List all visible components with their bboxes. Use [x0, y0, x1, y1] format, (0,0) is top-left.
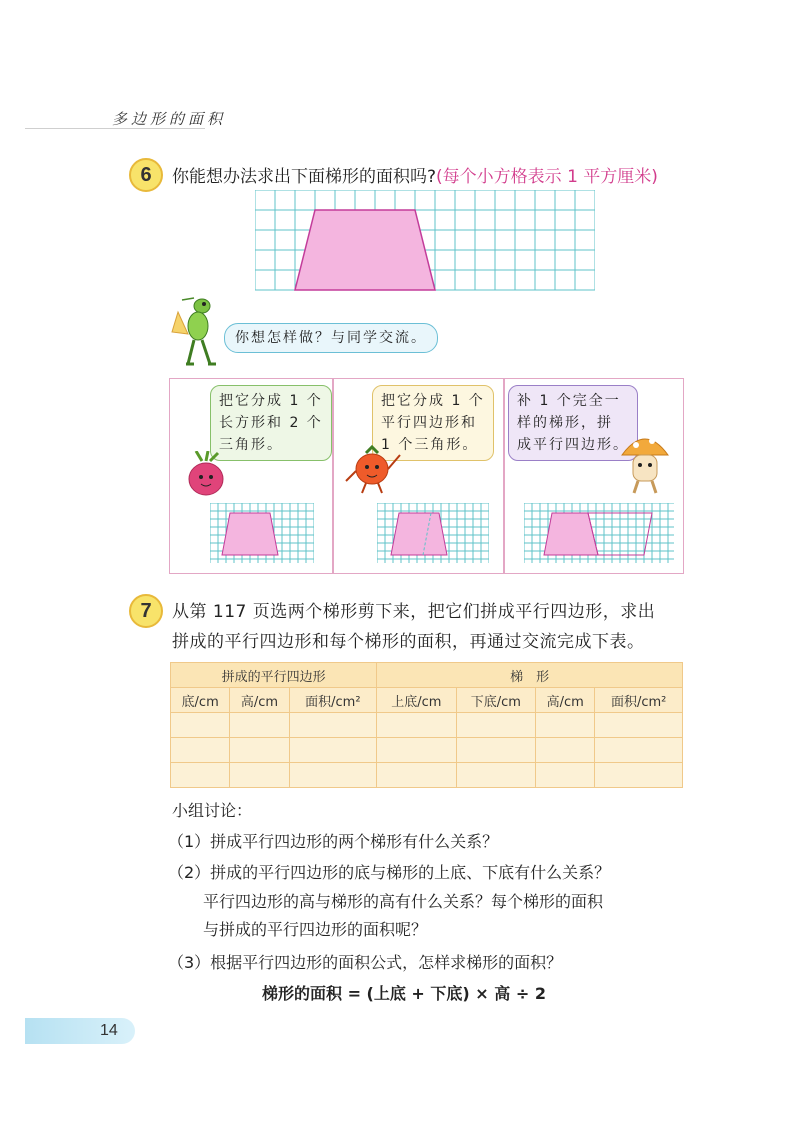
- panel-3-line-3: 成平行四边形。: [517, 437, 629, 453]
- table-cell[interactable]: [230, 738, 289, 763]
- panel-1-line-1: 把它分成 1 个: [219, 393, 323, 409]
- panel-1-grid: [210, 503, 314, 563]
- panel-2-line-1: 把它分成 1 个: [381, 393, 485, 409]
- results-table: [170, 662, 683, 788]
- question-6-text: [172, 162, 658, 187]
- discussion-title: 小组讨论：: [172, 801, 253, 820]
- table-cell[interactable]: [595, 763, 683, 788]
- table-group-header-row: [171, 663, 683, 688]
- discussion-item-2: （2）拼成的平行四边形的底与梯形的上底、下底有什么关系？: [168, 863, 611, 882]
- character-speech-bubble: [224, 323, 438, 353]
- panel-2-line-3: 1 个三角形。: [381, 437, 479, 453]
- question-7-badge: [129, 594, 163, 628]
- table-cell[interactable]: [377, 738, 456, 763]
- discussion-item-2-continued-2: 与拼成的平行四边形的面积呢？: [203, 920, 428, 939]
- speech-bubble-text: 你想怎样做？与同学交流。: [235, 330, 427, 346]
- panel-1-line-2: 长方形和 2 个: [219, 415, 323, 431]
- column-header: 下底/cm: [456, 688, 535, 713]
- table-cell[interactable]: [456, 763, 535, 788]
- radish-character-icon: [184, 451, 228, 497]
- column-header: 高/cm: [230, 688, 289, 713]
- mushroom-character-icon: [618, 429, 672, 495]
- panel-3-line-2: 样的梯形，拼: [517, 415, 613, 431]
- discussion-item-3: （3）根据平行四边形的面积公式，怎样求梯形的面积？: [168, 953, 563, 972]
- panel-2-grid: [377, 503, 489, 563]
- table-cell[interactable]: [171, 763, 230, 788]
- panel-2-line-2: 平行四边形和: [381, 415, 477, 431]
- table-row: [171, 763, 683, 788]
- table-cell[interactable]: [536, 763, 595, 788]
- table-column-header-row: [171, 688, 683, 713]
- panel-1-bubble: [210, 385, 332, 461]
- chapter-title: 多边形的面积: [112, 110, 227, 128]
- panel-divider: [332, 379, 334, 573]
- table-row: [171, 738, 683, 763]
- question-7-number: 7: [140, 599, 152, 622]
- question-6-prompt: 你能想办法求出下面梯形的面积吗?: [172, 167, 437, 187]
- trapezoid-area-formula: 梯形的面积 = (上底 + 下底) × 高 ÷ 2: [262, 984, 546, 1003]
- table-cell[interactable]: [230, 713, 289, 738]
- table-cell[interactable]: [289, 763, 377, 788]
- question-7-line-1: 从第 117 页选两个梯形剪下来，把它们拼成平行四边形，求出: [172, 602, 656, 622]
- tomato-character-icon: [342, 445, 404, 495]
- table-cell[interactable]: [171, 738, 230, 763]
- panel-2-trapezoid: [391, 513, 447, 555]
- page-number: 14: [100, 1022, 118, 1039]
- table-cell[interactable]: [456, 738, 535, 763]
- table-cell[interactable]: [536, 738, 595, 763]
- table-cell[interactable]: [289, 713, 377, 738]
- panel-1-line-3: 三角形。: [219, 437, 283, 453]
- column-header: 面积/cm²: [595, 688, 683, 713]
- table-cell[interactable]: [595, 738, 683, 763]
- column-header: 底/cm: [171, 688, 230, 713]
- table-cell[interactable]: [171, 713, 230, 738]
- column-header: 上底/cm: [377, 688, 456, 713]
- grasshopper-character-icon: [168, 294, 226, 368]
- table-cell[interactable]: [377, 713, 456, 738]
- table-row: [171, 713, 683, 738]
- column-header: 高/cm: [536, 688, 595, 713]
- question-6-badge: [129, 158, 163, 192]
- table-cell[interactable]: [230, 763, 289, 788]
- table-cell[interactable]: [595, 713, 683, 738]
- trapezoid-shape: [295, 210, 435, 290]
- page-number-tab: [25, 1018, 135, 1044]
- panel-divider: [503, 379, 505, 573]
- discussion-item-2-continued: 平行四边形的高与梯形的高有什么关系？每个梯形的面积: [203, 892, 604, 911]
- panel-3-line-1: 补 1 个完全一: [517, 393, 621, 409]
- group-header-parallelogram: 拼成的平行四边形: [171, 663, 377, 688]
- group-header-trapezoid: 梯 形: [377, 663, 683, 688]
- methods-panel-strip: [169, 378, 684, 574]
- table-cell[interactable]: [456, 713, 535, 738]
- column-header: 面积/cm²: [289, 688, 377, 713]
- question-6-note: (每个小方格表示 1 平方厘米): [436, 167, 658, 187]
- table-cell[interactable]: [536, 713, 595, 738]
- table-cell[interactable]: [289, 738, 377, 763]
- question-6-number: 6: [140, 163, 152, 186]
- header-divider: [25, 128, 205, 129]
- panel-3-grid: [524, 503, 674, 563]
- discussion-item-1: （1）拼成平行四边形的两个梯形有什么关系？: [168, 832, 499, 851]
- panel-1-trapezoid: [222, 513, 278, 555]
- table-cell[interactable]: [377, 763, 456, 788]
- question-7-line-2: 拼成的平行四边形和每个梯形的面积，再通过交流完成下表。: [172, 632, 645, 652]
- main-trapezoid-grid: [255, 190, 595, 292]
